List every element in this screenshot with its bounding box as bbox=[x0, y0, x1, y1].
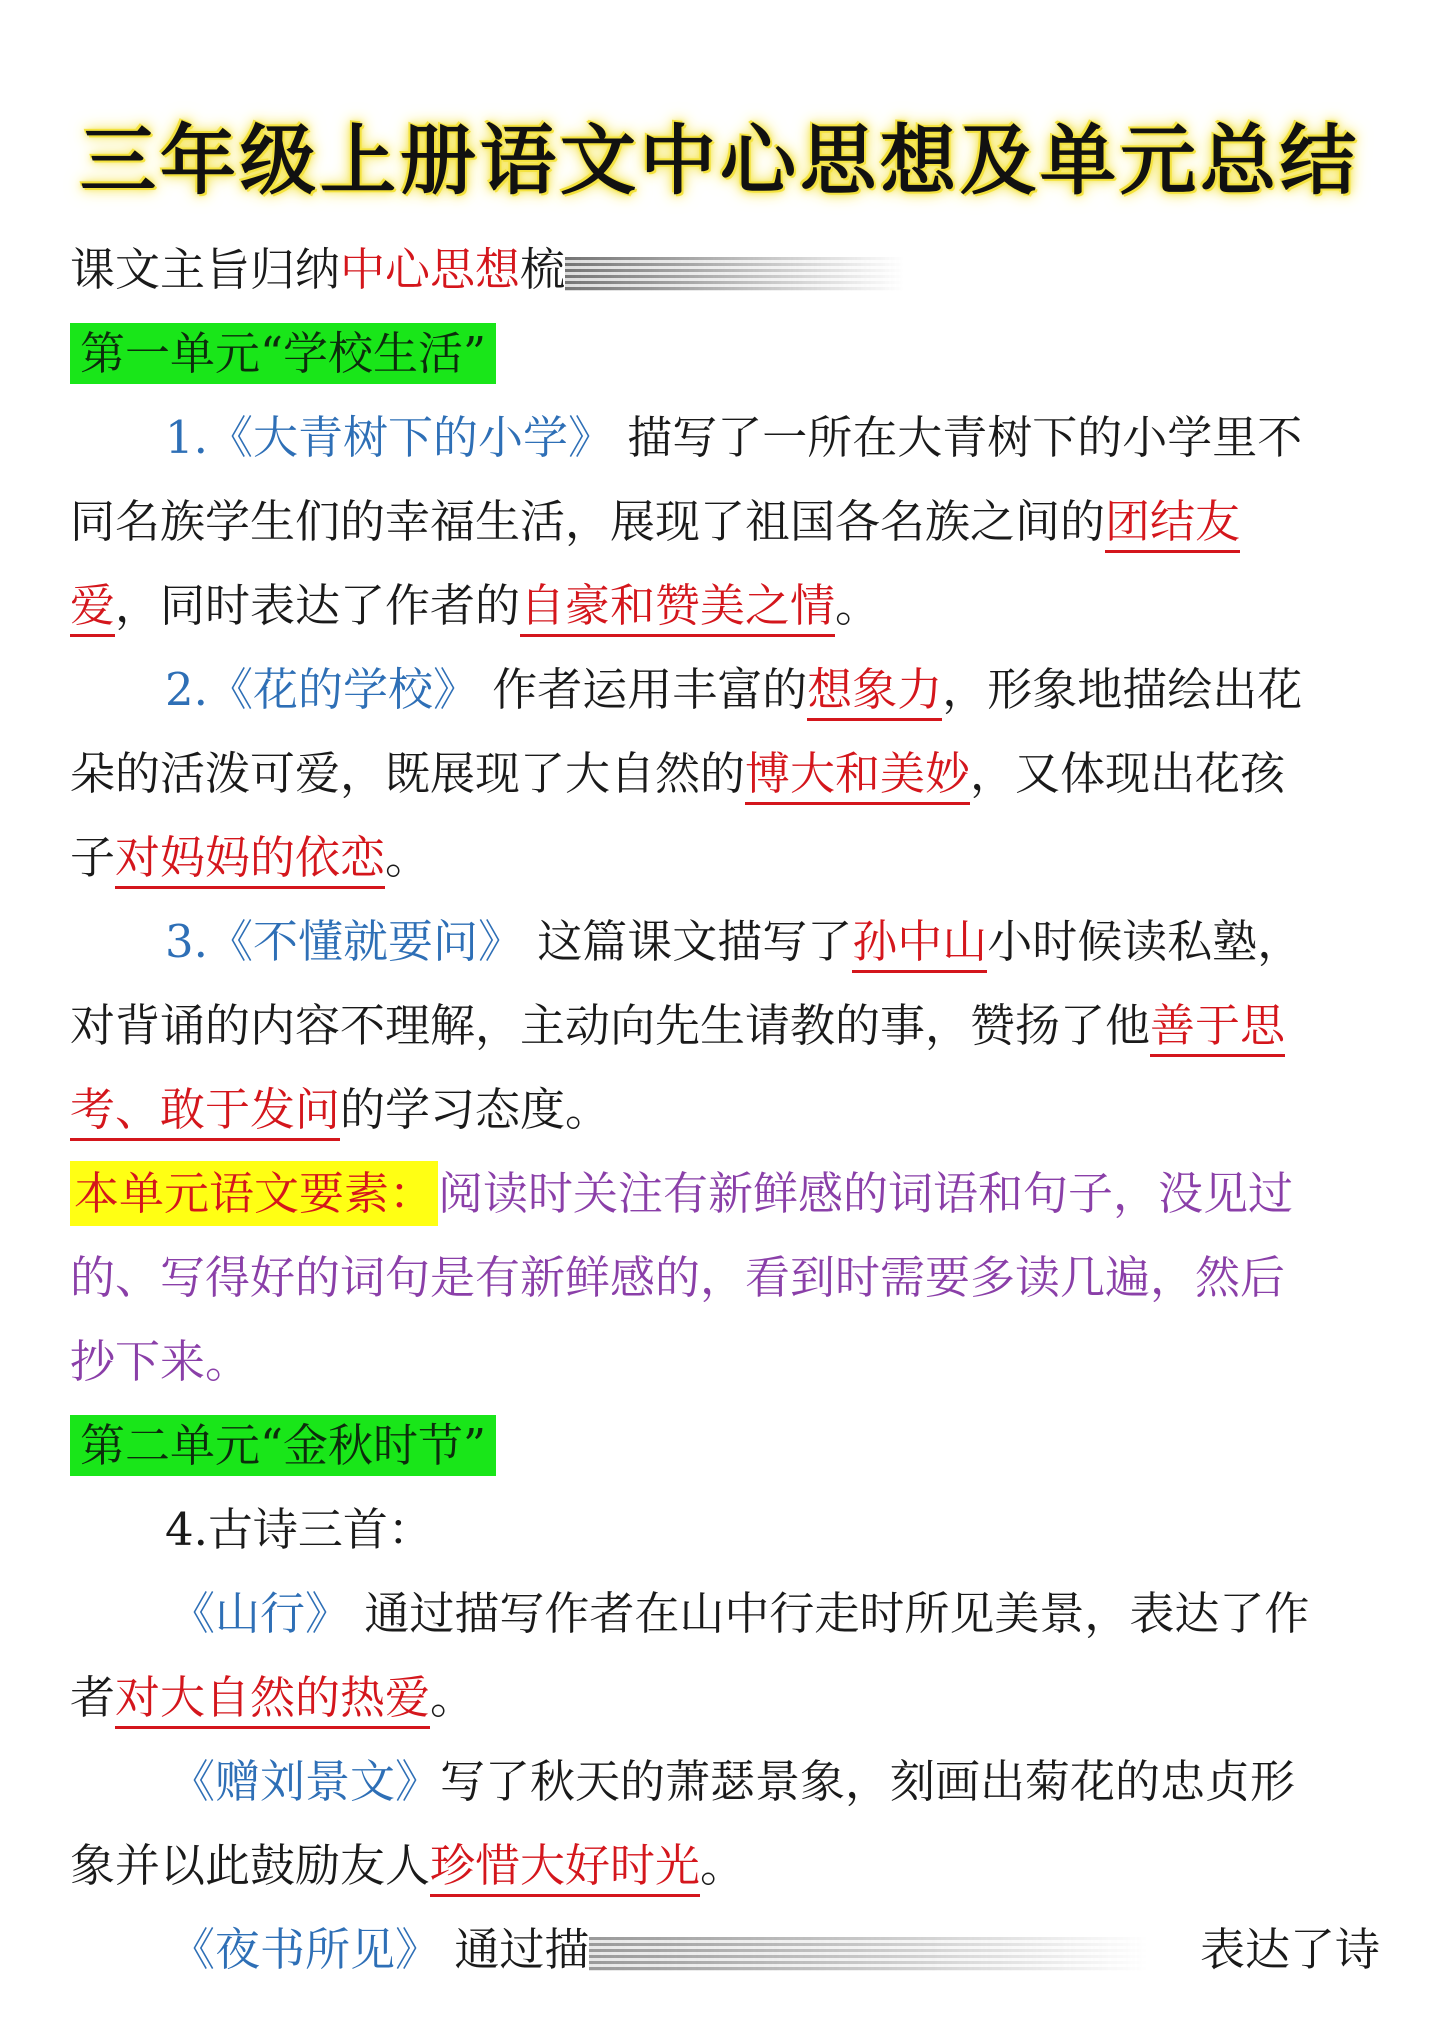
page-title: 三年级上册语文中心思想及单元总结 bbox=[80, 116, 1360, 205]
p1-book-title: 《大青树下的小学》 bbox=[207, 411, 613, 464]
p2-text1: 作者运用丰富的 bbox=[492, 663, 808, 716]
poem2-highlight: 珍惜大好时光 bbox=[430, 1839, 700, 1897]
poem3-text1b: 描 bbox=[544, 1923, 590, 1976]
p3-text3: 对背诵的内容不理解，主动向先生请教的事，赞扬了他 bbox=[70, 999, 1151, 1052]
element-label: 本单元语文要素： bbox=[70, 1161, 438, 1226]
p3-line2 bbox=[70, 984, 1380, 1068]
redaction-blur-2 bbox=[589, 1937, 1149, 1971]
intro-cut: 梳 bbox=[520, 243, 566, 296]
p3-highlight2b: 考、敢于发问 bbox=[70, 1083, 340, 1141]
poem1-text3: 。 bbox=[430, 1671, 476, 1724]
p3-highlight1: 孙中山 bbox=[852, 915, 987, 973]
p1-highlight1a: 团结友 bbox=[1105, 495, 1240, 553]
poem2-text2: 象并以此鼓励友人 bbox=[70, 1839, 431, 1892]
p1-text2: 同名族学生们的幸福生活，展现了祖国各名族之间的 bbox=[70, 495, 1106, 548]
p3-text4: 的学习态度。 bbox=[340, 1083, 611, 1136]
p2-highlight3: 对妈妈的依恋 bbox=[115, 831, 385, 889]
unit2-sub: 4.古诗三首： bbox=[165, 1503, 433, 1556]
p2-highlight2: 博大和美妙 bbox=[745, 747, 970, 805]
p2-text4: ，又体现出花孩 bbox=[970, 747, 1286, 800]
element-line1 bbox=[70, 1152, 1380, 1236]
element-line2: 的、写得好的词句是有新鲜感的，看到时需要多读几遍，然后 bbox=[70, 1251, 1286, 1304]
poem1-line2 bbox=[70, 1656, 1380, 1740]
intro-highlight: 中心思想 bbox=[340, 243, 521, 296]
p2-highlight1: 想象力 bbox=[807, 663, 942, 721]
poem3-title: 《夜书所见》 bbox=[170, 1923, 441, 1976]
p3-text2: 小时候读私塾， bbox=[987, 915, 1303, 968]
p3-text1: 这篇课文描写了 bbox=[537, 915, 853, 968]
poem2-text3: 。 bbox=[700, 1839, 746, 1892]
p1-text3: ，同时表达了作者的 bbox=[115, 579, 521, 632]
p1-num: 1. bbox=[165, 411, 208, 464]
unit1-heading-line bbox=[70, 312, 1380, 396]
p1-line2 bbox=[70, 480, 1380, 564]
poem1-title: 《山行》 bbox=[170, 1587, 351, 1640]
poem2-line2 bbox=[70, 1824, 1380, 1908]
element-text1: 阅读时关注有新鲜感的词语和句子，没见过 bbox=[438, 1167, 1294, 1220]
p3-book-title: 《不懂就要问》 bbox=[207, 915, 523, 968]
p2-text2: ，形象地描绘出花 bbox=[942, 663, 1303, 716]
p2-book-title: 《花的学校》 bbox=[207, 663, 478, 716]
p2-line1 bbox=[165, 648, 1380, 732]
p2-line3 bbox=[70, 816, 1380, 900]
intro-text: 课文主旨归纳 bbox=[70, 243, 341, 296]
poem1-line1 bbox=[170, 1572, 1380, 1656]
p3-num: 3. bbox=[165, 915, 208, 968]
poem2-text1: 写了秋天的萧瑟景象，刻画出菊花的忠贞形 bbox=[440, 1755, 1296, 1808]
poem3-line1 bbox=[170, 1908, 1380, 1992]
p1-text1: 描写了一所在大青树下的小学里不 bbox=[627, 411, 1303, 464]
poem1-text2: 者 bbox=[70, 1671, 116, 1724]
poem1-highlight: 对大自然的热爱 bbox=[115, 1671, 430, 1729]
poem3-text2: 表达了诗 bbox=[1199, 1923, 1380, 1976]
p2-text5: 子 bbox=[70, 831, 116, 884]
p2-text3: 朵的活泼可爱，既展现了大自然的 bbox=[70, 747, 746, 800]
poem2-title: 《赠刘景文》 bbox=[170, 1755, 441, 1808]
p2-num: 2. bbox=[165, 663, 208, 716]
p3-line1 bbox=[165, 900, 1380, 984]
element-line3: 抄下来。 bbox=[70, 1335, 251, 1388]
intro-line bbox=[70, 228, 1380, 312]
p1-text4: 。 bbox=[835, 579, 881, 632]
unit1-heading: 第一单元“学校生活” bbox=[70, 323, 496, 384]
redaction-blur bbox=[565, 257, 905, 291]
p1-line3 bbox=[70, 564, 1380, 648]
p2-text6: 。 bbox=[385, 831, 431, 884]
p3-line3 bbox=[70, 1068, 1380, 1152]
poem1-text1: 通过描写作者在山中行走时所见美景，表达了作 bbox=[364, 1587, 1310, 1640]
p3-highlight2a: 善于思 bbox=[1150, 999, 1285, 1057]
p1-highlight1b: 爱 bbox=[70, 579, 115, 637]
unit2-heading: 第二单元“金秋时节” bbox=[70, 1415, 496, 1476]
poem3-text1: 通过 bbox=[454, 1923, 545, 1976]
p1-highlight2: 自豪和赞美之情 bbox=[520, 579, 835, 637]
p1-line1 bbox=[165, 396, 1380, 480]
p2-line2 bbox=[70, 732, 1380, 816]
unit2-heading-line bbox=[70, 1404, 1380, 1488]
poem2-line1 bbox=[170, 1740, 1380, 1824]
